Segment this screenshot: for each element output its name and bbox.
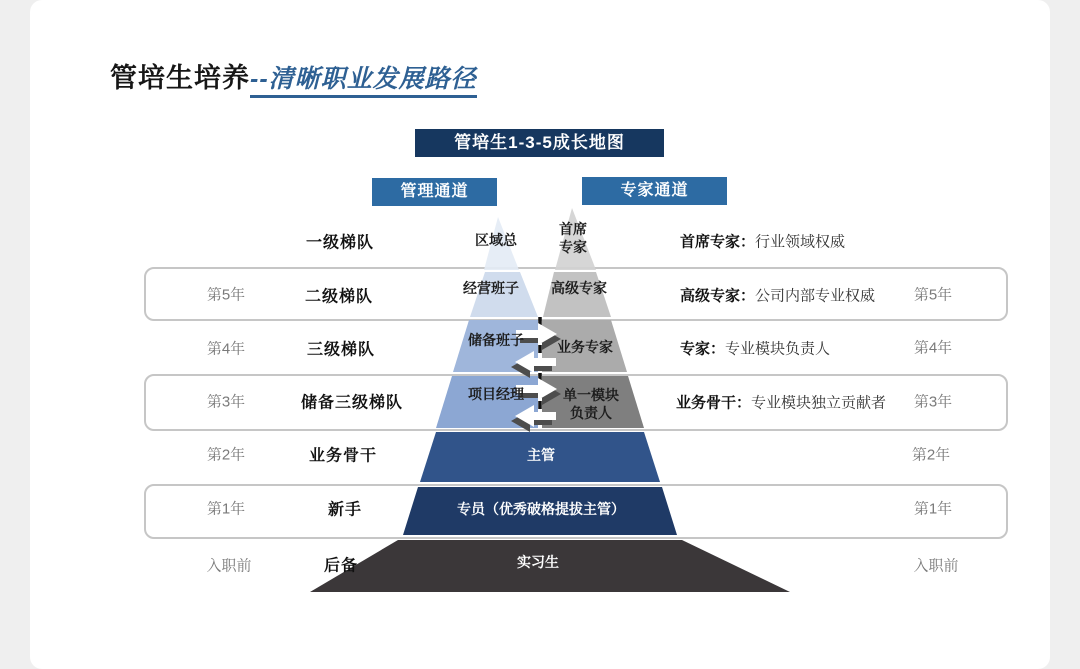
desc-chief-expert: 首席专家：行业领域权威 <box>680 233 846 251</box>
pyramid-label-regional-head: 区域总 <box>475 232 517 248</box>
tier-label-1: 一级梯队 <box>305 234 375 252</box>
pyramid-label-operating-team: 经营班子 <box>463 280 519 296</box>
pyramid-label-senior-expert: 高级专家 <box>551 280 607 296</box>
tier-label-3: 三级梯队 <box>306 341 376 359</box>
left-year-5: 第5年 <box>206 286 246 304</box>
desc-senior-expert: 高级专家：公司内部专业权威 <box>680 287 876 305</box>
title-subtitle: --清晰职业发展路径 <box>250 65 477 98</box>
desc-business-backbone: 业务骨干：专业模块独立贡献者 <box>676 394 887 412</box>
pyramid-label-reserve-team: 储备班子 <box>468 332 524 348</box>
pyramid-label-supervisor: 主管 <box>527 447 555 463</box>
pyramid-label-specialist: 专员（优秀破格提拔主管） <box>457 501 625 517</box>
right-year-1: 第1年 <box>913 500 953 518</box>
right-year-4: 第4年 <box>913 339 953 357</box>
pyramid-label-intern: 实习生 <box>517 554 559 570</box>
desc-expert: 专家：专业模块负责人 <box>680 340 831 358</box>
right-year-5: 第5年 <box>913 286 953 304</box>
left-year-4: 第4年 <box>206 340 246 358</box>
tier-label-4: 储备三级梯队 <box>300 394 404 412</box>
left-year-3: 第3年 <box>206 393 246 411</box>
tier-label-2: 二级梯队 <box>304 288 374 306</box>
tier-label-6: 新手 <box>327 501 363 519</box>
right-year-pre: 入职前 <box>913 557 959 575</box>
tier-label-7: 后备 <box>323 557 359 575</box>
left-year-pre: 入职前 <box>206 557 252 575</box>
expert-channel-header: 专家通道 <box>582 177 727 205</box>
right-year-2: 第2年 <box>911 446 951 464</box>
left-year-2: 第2年 <box>206 446 246 464</box>
title-main: 管培生培养 <box>110 63 250 93</box>
pyramid-label-business-expert: 业务专家 <box>557 339 613 355</box>
left-year-1: 第1年 <box>206 500 246 518</box>
pyramid-label-module-owner: 单一模块 负责人 <box>563 386 619 421</box>
right-year-3: 第3年 <box>913 393 953 411</box>
management-channel-header: 管理通道 <box>372 178 497 206</box>
pyramid-label-chief-expert: 首席 专家 <box>559 220 587 255</box>
growth-map-header: 管培生1-3-5成长地图 <box>415 129 664 157</box>
tier-label-5: 业务骨干 <box>308 447 378 465</box>
pyramid-label-project-manager: 项目经理 <box>468 386 524 402</box>
slide-card <box>30 0 1050 669</box>
